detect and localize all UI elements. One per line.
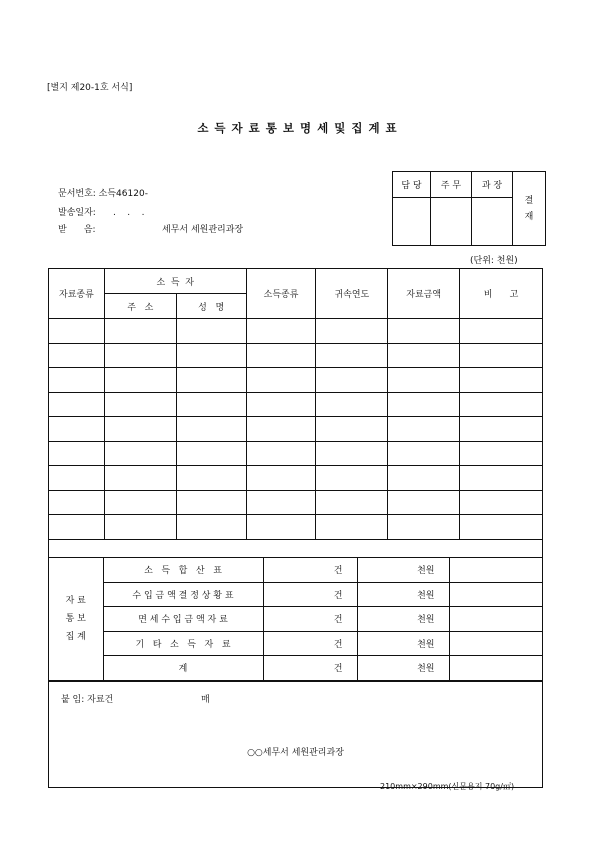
table-cell[interactable] (246, 368, 316, 393)
approval-sign-head[interactable] (472, 198, 513, 246)
table-cell[interactable] (460, 319, 543, 344)
summary-blank-cell[interactable] (449, 656, 542, 681)
table-cell[interactable] (104, 490, 176, 515)
table-row (49, 368, 543, 393)
summary-blank-cell[interactable] (449, 607, 542, 632)
table-cell[interactable] (388, 319, 460, 344)
document-title: 소 득 자 료 통 보 명 세 및 집 계 표 (197, 121, 398, 135)
table-cell[interactable] (104, 343, 176, 368)
table-cell[interactable] (176, 490, 246, 515)
table-cell[interactable] (104, 392, 176, 417)
table-cell[interactable] (49, 490, 105, 515)
header-earner: 소 득 자 (104, 269, 246, 294)
table-cell[interactable] (49, 441, 105, 466)
summary-blank-cell[interactable] (449, 582, 542, 607)
approval-col-chief: 주 무 (431, 172, 472, 198)
table-cell[interactable] (176, 417, 246, 442)
approval-side-label: 결 재 (513, 172, 546, 246)
summary-count-unit[interactable]: 건 (263, 656, 357, 681)
summary-row (49, 582, 542, 607)
table-cell[interactable] (460, 343, 543, 368)
table-cell[interactable] (104, 368, 176, 393)
header-type: 자료종류 (49, 269, 105, 319)
table-row (49, 441, 543, 466)
table-cell[interactable] (388, 515, 460, 540)
table-cell[interactable] (388, 490, 460, 515)
table-cell[interactable] (460, 441, 543, 466)
table-cell[interactable] (49, 343, 105, 368)
table-cell[interactable] (246, 515, 316, 540)
table-cell[interactable] (460, 368, 543, 393)
table-cell[interactable] (316, 392, 388, 417)
summary-amount-unit[interactable]: 천원 (357, 582, 449, 607)
table-cell[interactable] (460, 490, 543, 515)
table-cell[interactable] (460, 392, 543, 417)
approval-sign-staff[interactable] (393, 198, 431, 246)
table-cell[interactable] (176, 368, 246, 393)
approval-box (392, 171, 546, 246)
table-cell[interactable] (49, 466, 105, 491)
doc-number: 문서번호: 소득46120- (58, 189, 148, 199)
main-table (48, 268, 543, 788)
summary-row-label: 기 타 소 득 자 료 (103, 631, 263, 656)
recipient-value: 세무서 세원관리과장 (162, 225, 244, 235)
table-cell[interactable] (460, 417, 543, 442)
table-cell[interactable] (388, 441, 460, 466)
table-cell[interactable] (316, 319, 388, 344)
table-cell[interactable] (176, 343, 246, 368)
signatory: ○○세무서 세원관리과장 (247, 747, 344, 758)
table-spacer-row (49, 539, 543, 557)
table-cell[interactable] (388, 392, 460, 417)
table-cell[interactable] (49, 319, 105, 344)
header-address: 주 소 (104, 294, 176, 319)
table-cell[interactable] (104, 466, 176, 491)
approval-col-staff: 담 당 (393, 172, 431, 198)
table-cell[interactable] (316, 441, 388, 466)
table-cell[interactable] (388, 368, 460, 393)
paper-spec-note: 210mm×290mm(신문용지 70g/㎡) (380, 782, 515, 791)
table-cell[interactable] (316, 490, 388, 515)
summary-count-unit[interactable]: 건 (263, 558, 357, 583)
table-cell[interactable] (104, 319, 176, 344)
enclosure-label: 붙 임: 자료건 (61, 694, 114, 705)
summary-amount-unit[interactable]: 천원 (357, 558, 449, 583)
recipient-label: 받 음: (58, 225, 96, 235)
header-note: 비 고 (460, 269, 543, 319)
summary-side-label: 자 료 통 보 집 계 (49, 558, 103, 681)
table-cell[interactable] (246, 490, 316, 515)
summary-blank-cell[interactable] (449, 631, 542, 656)
table-cell[interactable] (246, 417, 316, 442)
table-cell[interactable] (316, 515, 388, 540)
table-cell[interactable] (49, 417, 105, 442)
table-body (49, 319, 543, 540)
table-row (49, 490, 543, 515)
summary-row-label: 면 세 수 입 금 액 자 료 (103, 607, 263, 632)
header-amount: 자료금액 (388, 269, 460, 319)
summary-row (49, 631, 542, 656)
table-cell[interactable] (104, 515, 176, 540)
header-year: 귀속연도 (316, 269, 388, 319)
table-cell[interactable] (176, 319, 246, 344)
table-row (49, 417, 543, 442)
table-cell[interactable] (176, 515, 246, 540)
summary-row-label: 수 입 금 액 결 정 상 황 표 (103, 582, 263, 607)
approval-sign-chief[interactable] (431, 198, 472, 246)
table-cell[interactable] (316, 343, 388, 368)
summary-amount-unit[interactable]: 천원 (357, 631, 449, 656)
send-date: 발송일자: . . . (58, 208, 145, 218)
table-cell[interactable] (49, 392, 105, 417)
table-cell[interactable] (176, 441, 246, 466)
enclosure-count-unit: 매 (201, 694, 210, 705)
summary-row-label: 계 (103, 656, 263, 681)
summary-blank-cell[interactable] (449, 558, 542, 583)
table-cell[interactable] (49, 515, 105, 540)
header-income-type: 소득종류 (246, 269, 316, 319)
summary-row (49, 558, 542, 583)
table-cell[interactable] (104, 417, 176, 442)
approval-col-head: 과 장 (472, 172, 513, 198)
table-row (49, 466, 543, 491)
table-row (49, 392, 543, 417)
summary-row (49, 656, 542, 681)
table-cell[interactable] (176, 392, 246, 417)
table-cell[interactable] (316, 417, 388, 442)
summary-row (49, 607, 542, 632)
table-cell[interactable] (104, 441, 176, 466)
enclosure-box (49, 681, 543, 787)
table-cell[interactable] (316, 368, 388, 393)
table-cell[interactable] (246, 441, 316, 466)
summary-amount-unit[interactable]: 천원 (357, 607, 449, 632)
table-cell[interactable] (388, 417, 460, 442)
table-cell[interactable] (460, 466, 543, 491)
form-label: [별지 제20-1호 서식] (47, 83, 133, 93)
table-cell[interactable] (49, 368, 105, 393)
summary-count-unit[interactable]: 건 (263, 607, 357, 632)
table-cell[interactable] (388, 466, 460, 491)
table-cell[interactable] (246, 392, 316, 417)
table-cell[interactable] (246, 466, 316, 491)
summary-count-unit[interactable]: 건 (263, 631, 357, 656)
table-row (49, 343, 543, 368)
summary-count-unit[interactable]: 건 (263, 582, 357, 607)
table-cell[interactable] (176, 466, 246, 491)
header-name: 성 명 (176, 294, 246, 319)
table-row (49, 319, 543, 344)
table-cell[interactable] (246, 319, 316, 344)
unit-label: (단위: 천원) (470, 256, 518, 266)
table-cell[interactable] (316, 466, 388, 491)
table-cell[interactable] (388, 343, 460, 368)
table-cell[interactable] (246, 343, 316, 368)
table-cell[interactable] (460, 515, 543, 540)
table-row (49, 515, 543, 540)
summary-table (49, 558, 542, 681)
summary-row-label: 소 득 합 산 표 (103, 558, 263, 583)
summary-amount-unit[interactable]: 천원 (357, 656, 449, 681)
